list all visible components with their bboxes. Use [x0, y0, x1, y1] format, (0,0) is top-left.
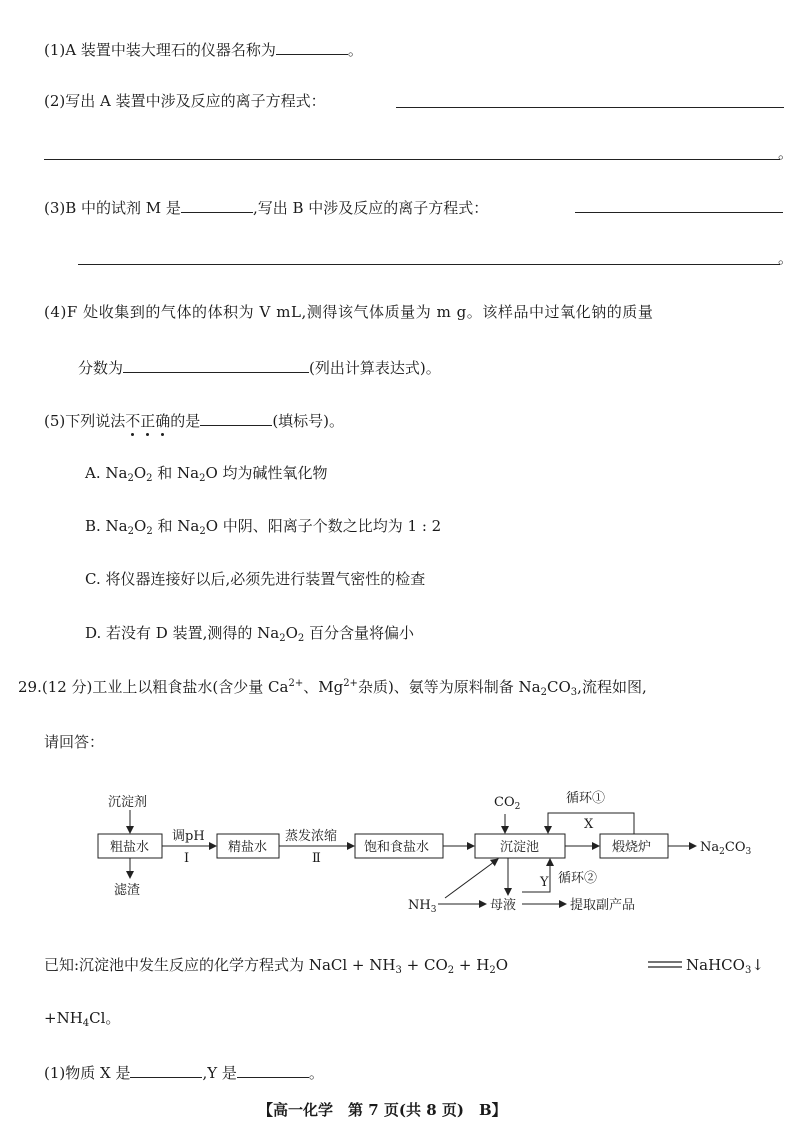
question-1-suffix: 。	[347, 41, 363, 59]
known-equation-line-1: 已知:沉淀池中发生反应的化学方程式为 NaCl + $NH_3 + CO_2 + H_2O$	[44, 956, 508, 976]
label-evaporate: 蒸发浓缩	[285, 829, 338, 844]
question-29-line-2: 请回答：	[44, 733, 105, 751]
answer-blank	[276, 38, 348, 55]
emphasis-char: 正	[140, 412, 156, 430]
question-4-suffix: (列出计算表达式)。	[309, 359, 441, 377]
answer-blank	[130, 1061, 202, 1078]
label-saturated-brine: 饱和食盐水	[364, 840, 430, 855]
page-footer: 【高一化学 第 7 页(共 8 页) B】	[258, 1101, 507, 1119]
label-mother-liquor: 母液	[490, 898, 517, 913]
question-29-stem: 29.(12 分)工业上以粗食盐水(含少量 $Ca^{2+}$、$Mg^{2+}$杂质)、氨等为原料制备 $Na_2CO_3$,流程如图,	[18, 678, 647, 698]
label-crude-brine: 粗盐水	[110, 840, 150, 855]
label-adjust-ph: 调pH	[172, 829, 205, 844]
label-refined-brine: 精盐水	[228, 840, 268, 855]
option-d: D. 若没有 D 装置,测得的 $Na_2O_2$ 百分含量将偏小	[85, 624, 415, 644]
question-3-middle: ,写出 B 中涉及反应的离子方程式：	[252, 199, 489, 217]
question-5	[44, 409, 344, 431]
label-y: Y	[540, 875, 549, 890]
question-5-prefix: (5)下列说法	[44, 412, 126, 430]
process-flow-diagram	[0, 780, 800, 920]
label-nh3: $NH_3$	[408, 898, 437, 915]
arrow-nh3-to-settling	[445, 859, 498, 898]
option-a: A. $Na_2O_2$ 和 $Na_2O$ 均为碱性氧化物	[85, 464, 328, 484]
label-product: $Na_2CO_3$	[700, 840, 752, 857]
answer-blank	[237, 1061, 309, 1078]
answer-blank	[200, 409, 272, 426]
question-2-text: (2)写出 A 装置中涉及反应的离子方程式：	[44, 92, 326, 110]
label-calciner: 煅烧炉	[612, 840, 652, 855]
question-5-suffix: (填标号)。	[272, 412, 345, 430]
answer-line	[575, 212, 783, 213]
emphasis-char: 不	[125, 412, 141, 430]
answer-line	[396, 107, 784, 108]
label-co2: $CO_2$	[494, 795, 521, 812]
question-3-prefix: (3)B 中的试剂 M 是	[44, 199, 181, 217]
label-x: X	[584, 817, 594, 832]
precipitate-arrow: ↓	[751, 956, 764, 974]
answer-blank	[181, 196, 253, 213]
known-equation-product: NaHCO$_3$↓	[686, 956, 764, 976]
equals-sign	[648, 960, 682, 970]
question-4-prefix: 分数为	[78, 359, 124, 377]
label-step-1: Ⅰ	[184, 851, 190, 866]
question-5-middle: 的是	[170, 412, 201, 430]
question-1-prefix: (1)A 装置中装大理石的仪器名称为	[44, 41, 276, 59]
question-2	[44, 91, 326, 111]
question-1	[44, 38, 363, 60]
option-b: B. $Na_2O_2$ 和 $Na_2O$ 中阴、阳离子个数之比均为 1 : 2	[85, 517, 442, 537]
label-byproduct: 提取副产品	[570, 898, 636, 913]
question-4-line-2	[78, 356, 441, 378]
question-3	[44, 196, 488, 218]
label-settling-tank: 沉淀池	[500, 840, 540, 855]
label-cycle-1: 循环①	[566, 791, 606, 806]
answer-line	[44, 159, 780, 160]
question-4-line-1: (4)F 处收集到的气体的体积为 V mL,测得该气体质量为 m g。该样品中过氧化钠的质量	[44, 303, 654, 321]
known-equation-line-2: $+NH_4Cl$。	[44, 1009, 121, 1029]
emphasis-char: 确	[155, 412, 171, 430]
answer-blank	[123, 356, 309, 373]
label-cycle-2: 循环②	[558, 871, 598, 886]
option-c: C. 将仪器连接好以后,必须先进行装置气密性的检查	[85, 570, 426, 588]
answer-line	[78, 264, 780, 265]
question-29-1: (1)物质 X 是 ,Y 是 。	[44, 1061, 324, 1083]
label-precipitant: 沉淀剂	[108, 795, 148, 810]
period: 。	[778, 249, 794, 267]
period: 。	[778, 144, 794, 162]
label-residue: 滤渣	[114, 883, 141, 898]
label-step-2: Ⅱ	[312, 851, 321, 866]
